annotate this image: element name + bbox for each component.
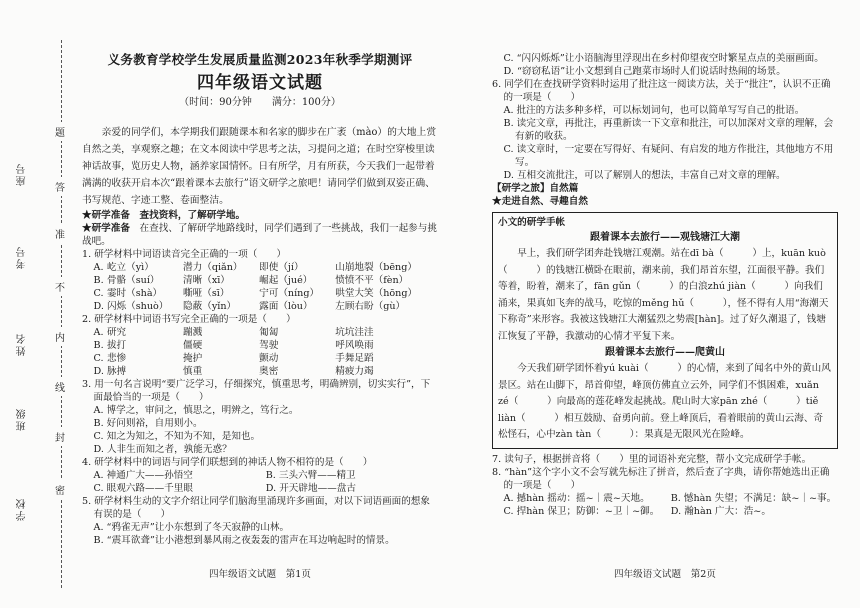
- option-item: 清晰（xī）: [183, 275, 230, 286]
- prep-star: ★研学准备: [82, 223, 130, 234]
- option-item: 潜力（qiǎn）: [183, 262, 243, 273]
- option-item: 精疲力竭: [335, 366, 374, 377]
- prep-instruction: [82, 222, 438, 248]
- q6-option-c: C. 读文章时，一定要在写得好、有疑问、有启发的地方作批注，其他地方不用写。: [503, 144, 834, 168]
- q2-option-b: [82, 339, 438, 352]
- option-letter: B.: [93, 275, 104, 286]
- option-item: 隐蔽（yǐn）: [183, 301, 237, 312]
- q3-option-b: B. 好问则裕，自用则小。: [93, 418, 203, 429]
- q8-option-b: B. 憾hàn 失望；不满足：缺~｜~事。: [670, 492, 837, 504]
- question-7: 7. 读句子，根据拼音将（ ）里的词语补充完整，帮小文完成研学手帐。: [492, 453, 812, 465]
- question-4-stem: 4. 研学材料中的词语与同学们联想到的神话人物不相符的是（ ）: [82, 457, 373, 468]
- option-item: 颤动: [259, 353, 279, 364]
- q2-option-c: [82, 352, 438, 365]
- class-label: 班级: [17, 407, 28, 431]
- question-5-stem: 5. 研学材料生动的文字介绍让同学们脑海里涌现许多画面，对以下词语画面的想象有误的是（ ）: [82, 496, 430, 520]
- option-item: 慎重: [183, 366, 203, 377]
- q3-option-a: A. 博学之，审问之，慎思之，明辨之，笃行之。: [93, 405, 299, 416]
- q6-option-b: B. 读完文章，再批注，再重新读一下文章和批注，可以加深对文章的理解，会有新的收获。: [503, 118, 834, 142]
- q2-option-a: [82, 326, 438, 339]
- option-item: 研究: [106, 327, 127, 338]
- q1-option-c: [82, 287, 438, 300]
- q4-option-a: A. 神通广大——孙悟空: [93, 470, 193, 481]
- option-item: 山崩地裂（bēng）: [335, 262, 417, 273]
- q8-options-row: [492, 505, 838, 518]
- q3-option-c: C. 知之为知之，不知为不知，是知也。: [93, 431, 261, 442]
- option-item: 坑坑洼洼: [335, 327, 374, 338]
- option-letter: D.: [93, 301, 104, 312]
- q8-option-c: C. 捍hàn 保卫；防御：~卫｜~御。: [503, 505, 660, 517]
- q4-option-c: C. 眼观六路——千里眼: [93, 483, 193, 494]
- option-item: 匍匐: [259, 327, 279, 338]
- option-item: 僵硬: [183, 340, 203, 351]
- q4-option-b: B. 三头六臂——精卫: [265, 470, 356, 481]
- q8-options-row: [492, 492, 838, 505]
- prep-heading: ★研学准备 查找资料，了解研学地。: [82, 210, 246, 221]
- option-item: 骨骼（suí）: [106, 275, 160, 286]
- question-3-stem: 3. 用一句名言说明“要广泛学习，仔细探究，慎重思考，明确辨别，切实实行”，下面最恰当的一项是（ ）: [82, 379, 431, 403]
- option-item: 呼风唤雨: [335, 340, 374, 351]
- option-letter: C.: [93, 353, 104, 364]
- seal-char: 密: [55, 480, 65, 499]
- question-1-stem: 1. 研学材料中词语读音完全正确的一项（ ）: [82, 249, 287, 260]
- option-letter: C.: [93, 288, 104, 299]
- q8-option-d: D. 瀚hàn 广大：浩~。: [670, 505, 771, 517]
- page-1: [82, 52, 438, 547]
- option-letter: A.: [93, 262, 104, 273]
- q2-option-d: [82, 365, 438, 378]
- exam-header: 义务教育学校学生发展质量监测2023年秋季学期测评: [107, 52, 413, 67]
- option-item: 蹦溅: [183, 327, 203, 338]
- page-2-footer: 四年级语文试题 第2页: [613, 569, 717, 580]
- option-letter: B.: [93, 340, 104, 351]
- option-item: 即使（jí）: [259, 262, 304, 273]
- school-label: 学校: [17, 497, 28, 521]
- option-item: 脉搏: [106, 366, 127, 377]
- option-letter: A.: [93, 327, 104, 338]
- q4-options-row: [82, 469, 438, 482]
- option-item: 手舞足蹈: [335, 353, 374, 364]
- option-item: 掩护: [183, 353, 203, 364]
- study-notebook-box: [492, 212, 838, 449]
- option-item: 嘶哑（sī）: [183, 288, 230, 299]
- seal-char: 内: [55, 327, 65, 346]
- q4-options-row: [82, 482, 438, 495]
- q5-option-d: D. “窃窃私语”让小文想到自己跑菜市场时人们说话时热闹的场景。: [503, 66, 786, 77]
- notebook-section-2-text: 今天我们研学团怀着yú kuài（ ）的心情，来到了闻名中外的黄山风景区。站在山脚下，昂首仰望，峰顶仿佛直立云外，同学们不惧困难，xuǎn zé（ ）向最高的莲花峰发起挑战。爬山时大家pān zhé（ ）tiě liàn（ ）相互鼓励、奋勇向前。登上峰顶后，看着眼前的黄山云海、奇松怪石，心中zàn tàn（ ）：果真是无限风光在险峰。: [498, 363, 831, 440]
- seal-char: 题: [55, 122, 65, 141]
- question-8-stem: 8. “hàn”这个字小文不会写就先标注了拼音，然后查了字典，请你帮她选出正确的一项是（ ）: [492, 466, 830, 491]
- seal-char: 封: [55, 427, 65, 446]
- option-item: 崛起（jué）: [259, 275, 313, 286]
- seal-char: 线: [55, 377, 65, 396]
- seal-char: 准: [55, 224, 65, 243]
- journey-subheading: ★走进自然、寻趣自然: [492, 196, 588, 207]
- page-1-footer: 四年级语文试题 第1页: [208, 569, 312, 580]
- intro-paragraph: 亲爱的同学们，本学期我们跟随课本和名家的脚步在广袤（mào）的大地上赏自然之美，享观察之趣；在文本阅读中学思考之法，习提问之道；在时空穿梭里读神话故事，览历史人物，涵养家国情怀。日有所学，月有所获，今天我们一起带着满满的收获开启本次“跟着课本去旅行”语文研学之旅吧！请同学们做到双姿正确、书写规范、字迹工整、卷面整洁。: [82, 127, 437, 206]
- q6-option-d: D. 互相交流批注，可以了解别人的想法，丰富自己对文章的理解。: [503, 170, 786, 181]
- q8-option-a: A. 撼hàn 摇动：摇~｜震~天地。: [503, 492, 650, 504]
- seal-char: 不: [55, 277, 65, 296]
- option-item: 宁可（níng）: [259, 288, 320, 299]
- q1-option-b: [82, 274, 438, 287]
- prep-text: 在查找、了解研学地路线时，同学们遇到了一些挑战，我们一起参与挑战吧。: [82, 223, 437, 247]
- q1-option-d: [82, 300, 438, 313]
- exam-time: （时间：90分钟 满分：100分）: [179, 97, 341, 108]
- q5-option-b: B. “震耳欲聋”让小港想到暴风雨之夜轰轰的雷声在耳边响起时的情景。: [93, 535, 395, 546]
- option-item: 闪烁（shuò）: [106, 301, 169, 312]
- seat-number-label: 座号: [17, 162, 28, 186]
- page-2: [492, 52, 838, 518]
- exam-number-label: 考号: [17, 245, 28, 269]
- q6-option-a: A. 批注的方法多种多样，可以标划词句，也可以简单写写自己的批语。: [503, 105, 805, 116]
- option-item: 驾驶: [259, 340, 279, 351]
- option-item: 悲惨: [106, 353, 127, 364]
- question-2-stem: 2. 研学材料中词语书写完全正确的一项是（ ）: [82, 314, 296, 325]
- notebook-section-1-text: 早上，我们研学团奔赴钱塘江观潮。站在dī bà（ ）上，kuān kuò（ ）的钱塘江横卧在眼前，潮来前，我们昂首东望，江面很平静。我们等着，盼着，潮来了，fān gǔn（ ）的白浪zhú jiàn（ ）向我们涌来，果真如飞奔的战马，吃惊的měng hǔ（ ），怪不得有人用“海潮天下称奇”来形容。我被这钱塘江大潮猛烈之势震[hàn]。过了好久潮退了，钱塘江恢复了平静，我激动的心情才平复下来。: [498, 248, 829, 342]
- notebook-title: 小文的研学手帐: [498, 217, 566, 228]
- notebook-section-1-heading: 跟着课本去旅行——观钱塘江大潮: [590, 232, 740, 243]
- option-letter: D.: [93, 366, 104, 377]
- exam-title: 四年级语文试题: [197, 73, 323, 93]
- seal-char: 答: [55, 177, 65, 196]
- option-item: 左顾右盼（gù）: [335, 301, 406, 312]
- option-item: 奥密: [259, 366, 279, 377]
- q1-option-a: [82, 261, 438, 274]
- q3-option-d: D. 人非生而知之者，孰能无惑？: [93, 444, 232, 455]
- option-item: 哄堂大笑（hōng）: [335, 288, 418, 299]
- option-item: 拔打: [106, 340, 127, 351]
- option-item: 露面（lòu）: [259, 301, 313, 312]
- q5-option-c: C. “闪闪烁烁”让小语脑海里浮现出在乡村仰望夜空时繁星点点的美丽画面。: [503, 53, 824, 64]
- question-6-stem: 6. 同学们在查找研学资料时运用了批注这一阅读方法，关于“批注”，认识不正确的一项是（ ）: [492, 79, 831, 103]
- q5-option-a: A. “鸦雀无声”让小东想到了冬天寂静的山林。: [93, 522, 290, 533]
- name-label: 姓名: [17, 332, 28, 356]
- option-item: 愤愤不平（fèn）: [335, 275, 409, 286]
- q4-option-d: D. 开天辟地——盘古: [265, 483, 356, 494]
- option-item: 屹立（yì）: [106, 262, 154, 273]
- notebook-section-2-heading: 跟着课本去旅行——爬黄山: [605, 347, 725, 358]
- option-item: 霎时（shà）: [106, 288, 163, 299]
- journey-heading: 【研学之旅】自然篇: [492, 183, 579, 194]
